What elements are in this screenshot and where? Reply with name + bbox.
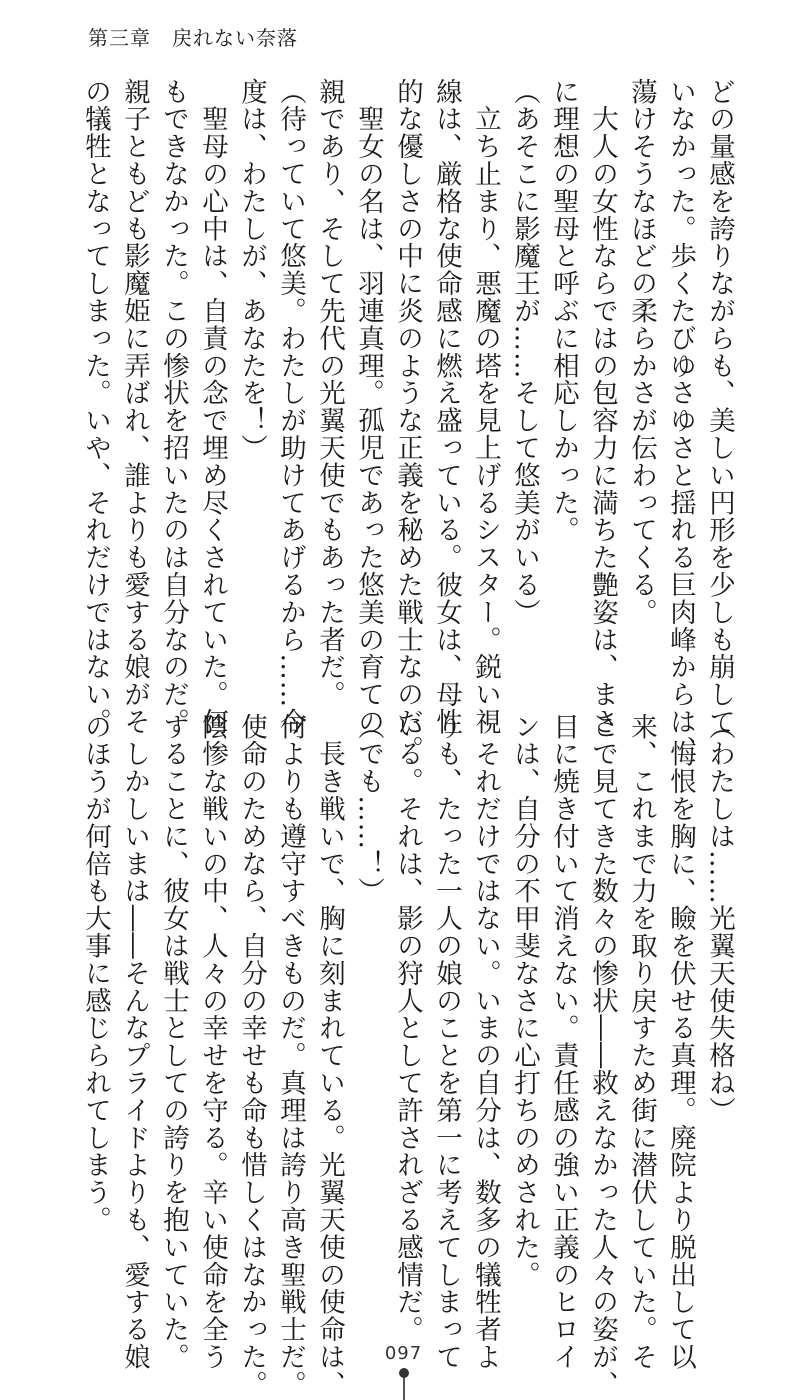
text-line: 陰惨な戦いの中、人々の幸せを守る。辛い使命を全う xyxy=(197,713,228,1371)
text-line: こで見てきた数々の惨状――救えなかった人々の姿が、 xyxy=(587,713,618,1398)
text-line: 聖母の心中は、自責の念で埋め尽くされていた。何 xyxy=(197,78,228,736)
text-line: しかしいまは――そんなプライドよりも、愛する娘 xyxy=(119,713,150,1371)
text-line: の犠牲となってしまった。いや、それだけではない。 xyxy=(80,78,111,736)
text-line: りも、たった一人の娘のことを第一に考えてしまって xyxy=(431,713,462,1371)
text-line: 悔恨を胸に、瞼を伏せる真理。廃院より脱出して以 xyxy=(665,713,696,1371)
text-line: 立ち止まり、悪魔の塔を見上げるシスター。鋭い視 xyxy=(470,78,501,736)
text-line: 目に焼き付いて消えない。責任感の強い正義のヒロイ xyxy=(548,713,579,1371)
text-line: ンは、自分の不甲斐なさに心打ちのめされた。 xyxy=(509,713,540,1289)
page-marker-dot xyxy=(399,1368,409,1378)
text-line: 度は、わたしが、あなたを！） xyxy=(236,78,267,462)
text-line: 来、これまで力を取り戻すため街に潜伏していた。そ xyxy=(626,713,657,1371)
text-line: 聖女の名は、羽連真理。孤児であった悠美の育ての xyxy=(353,78,384,736)
text-line: 親であり、そして先代の光翼天使でもあった者だ。 xyxy=(314,78,345,709)
text-line: どの量感を誇りながらも、美しい円形を少しも崩して xyxy=(704,78,735,736)
text-line: 長き戦いで、胸に刻まれている。光翼天使の使命は、 xyxy=(314,713,345,1398)
text-line: もできなかった。この惨状を招いたのは自分なのだ。 xyxy=(158,78,189,736)
text-line: に理想の聖母と呼ぶに相応しかった。 xyxy=(548,78,579,544)
text-line: 親子ともども影魔姫に弄ばれ、誰よりも愛する娘がそ xyxy=(119,78,150,736)
text-line: のほうが何倍も大事に感じられてしまう。 xyxy=(80,713,111,1234)
text-line: することに、彼女は戦士としての誇りを抱いていた。 xyxy=(158,713,189,1371)
text-line: 使命のためなら、自分の幸せも命も惜しくはなかった。 xyxy=(236,713,267,1398)
chapter-header: 第三章 戻れない奈落 xyxy=(88,26,298,50)
text-line: （待っていて悠美。わたしが助けてあげるから……今 xyxy=(275,78,306,736)
text-line: 蕩けそうなほどの柔らかさが伝わってくる。 xyxy=(626,78,657,626)
text-line: 的な優しさの中に炎のような正義を秘めた戦士なのだ。 xyxy=(392,78,423,763)
text-line: それだけではない。いまの自分は、数多の犠牲者よ xyxy=(470,713,501,1371)
text-line: いなかった。歩くたびゆさゆさと揺れる巨肉峰からは、 xyxy=(665,78,696,763)
text-line: 大人の女性ならではの包容力に満ちた艶姿は、まさ xyxy=(587,78,618,736)
text-line: 何よりも遵守すべきものだ。真理は誇り高き聖戦士だ。 xyxy=(275,713,306,1398)
text-line: （わたしは……光翼天使失格ね） xyxy=(704,713,735,1124)
page-number: 097 xyxy=(384,1343,423,1364)
text-line: いる。それは、影の狩人として許されざる感情だ。 xyxy=(392,713,423,1344)
text-line: （でも……！） xyxy=(353,713,384,905)
text-block-top xyxy=(76,78,739,763)
text-line: （あそこに影魔王が……そして悠美がいる） xyxy=(509,78,540,626)
text-line: 線は、厳格な使命感に燃え盛っている。彼女は、母性 xyxy=(431,78,462,736)
